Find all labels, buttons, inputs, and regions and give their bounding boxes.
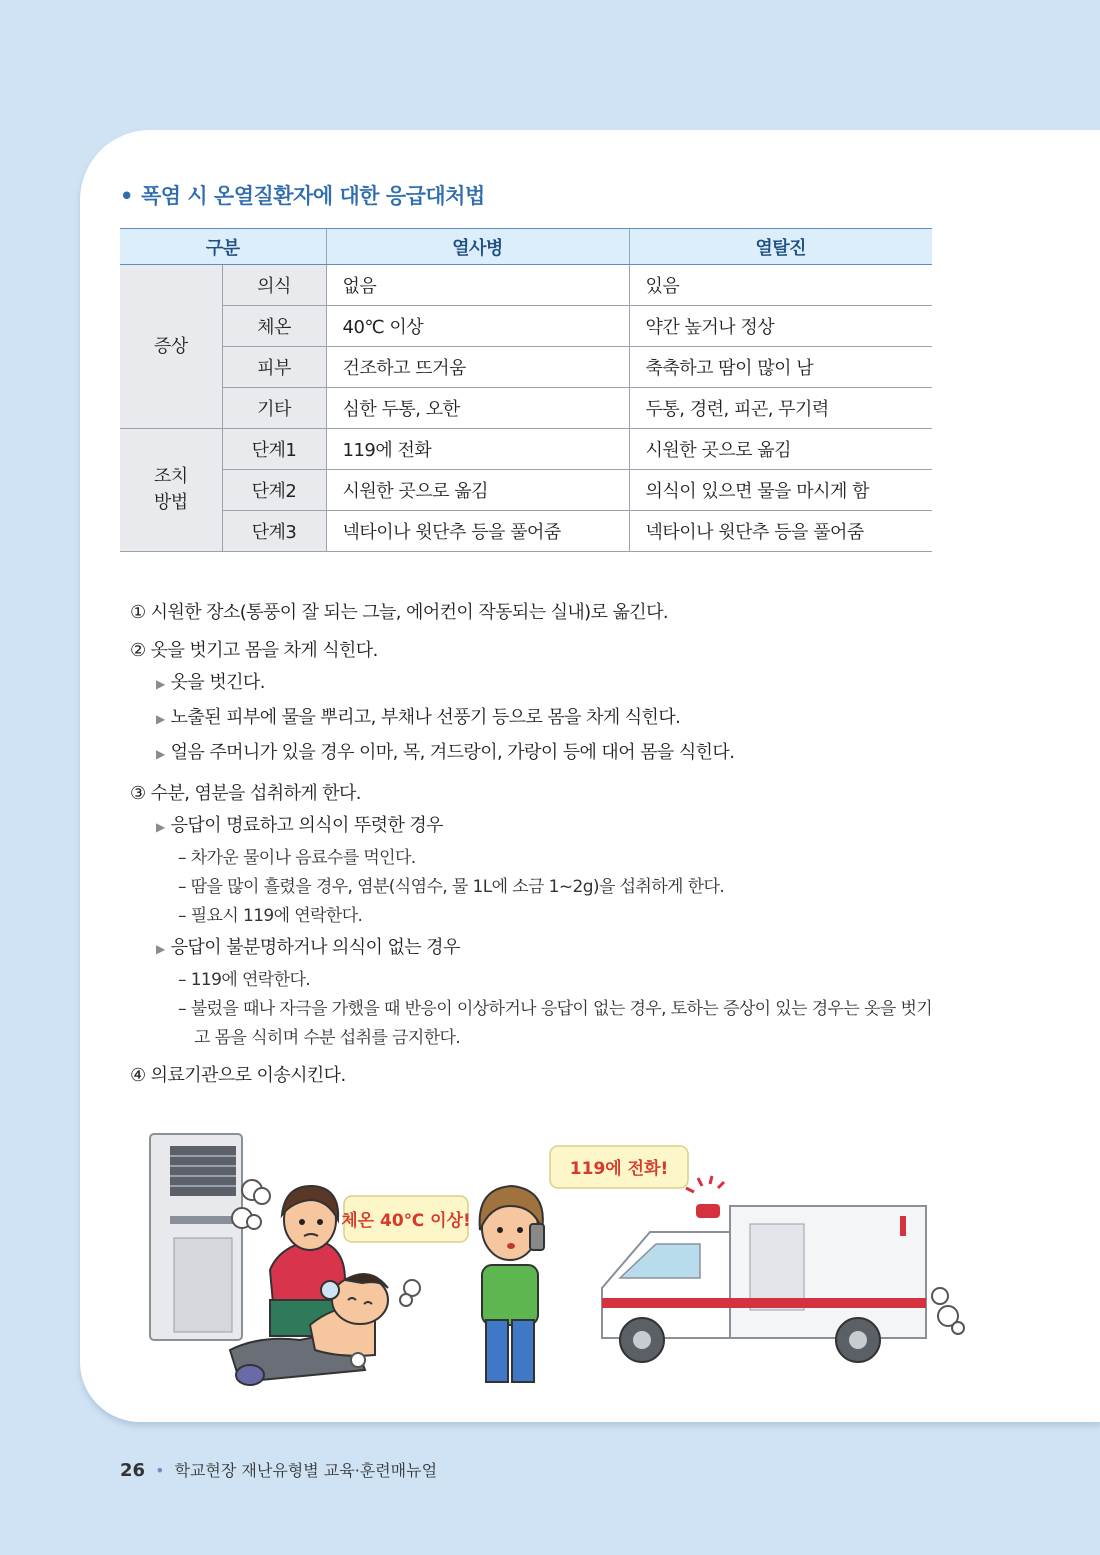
sub-label: 체온 xyxy=(222,306,326,347)
list-item: ▶ 얼음 주머니가 있을 경우 이마, 목, 겨드랑이, 가랑이 등에 대어 몸을 식힌다. xyxy=(156,742,735,763)
cell-heatstroke: 없음 xyxy=(326,265,629,306)
first-aid-table xyxy=(120,228,932,552)
list-item: ▶ 응답이 불분명하거나 의식이 없는 경우 xyxy=(156,937,460,958)
cell-heatstroke: 시원한 곳으로 옮김 xyxy=(326,470,629,511)
list-item: ▶ 응답이 명료하고 의식이 뚜렷한 경우 xyxy=(156,815,443,836)
list-item: ▶ 노출된 피부에 물을 뿌리고, 부채나 선풍기 등으로 몸을 차게 식힌다. xyxy=(156,707,681,728)
table-row xyxy=(120,347,932,388)
cell-heatstroke: 40℃ 이상 xyxy=(326,306,629,347)
cell-exhaustion: 있음 xyxy=(629,265,932,306)
step-4: ④ 의료기관으로 이송시킨다. xyxy=(130,1065,346,1086)
table-row xyxy=(120,265,932,306)
table-row xyxy=(120,429,932,470)
cell-exhaustion: 두통, 경련, 피곤, 무기력 xyxy=(629,388,932,429)
dash-item: – 불렀을 때나 자극을 가했을 때 반응이 이상하거나 응답이 없는 경우, 토하는 증상이 있는 경우는 옷을 벗기고 몸을 식히며 수분 섭취를 금지한다. xyxy=(178,999,933,1048)
table-row xyxy=(120,388,932,429)
cell-heatstroke: 119에 전화 xyxy=(326,429,629,470)
category-symptoms: 증상 xyxy=(120,265,222,429)
page-number: 26 xyxy=(120,1460,146,1481)
cell-exhaustion: 넥타이나 윗단추 등을 풀어줌 xyxy=(629,511,932,552)
arrow-icon: ▶ xyxy=(156,747,165,761)
sub-label: 단계2 xyxy=(222,470,326,511)
step-2: ② 옷을 벗기고 몸을 차게 식힌다. xyxy=(130,640,378,661)
dash-item: – 119에 연락한다. xyxy=(178,970,311,990)
title-bullet: • xyxy=(120,184,133,208)
sub-label: 피부 xyxy=(222,347,326,388)
dash-item: – 필요시 119에 연락한다. xyxy=(178,906,363,926)
footer-dot: • xyxy=(155,1461,165,1480)
dash-item: – 차가운 물이나 음료수를 먹인다. xyxy=(178,848,416,868)
category-actions xyxy=(120,429,222,552)
air-conditioner-icon xyxy=(150,1134,270,1340)
sub-label: 의식 xyxy=(222,265,326,306)
arrow-icon: ▶ xyxy=(156,820,165,834)
dash-item: – 땀을 많이 흘렸을 경우, 염분(식염수, 물 1L에 소금 1~2g)을 섭취하게 한다. xyxy=(178,877,725,897)
footer-title: 학교현장 재난유형별 교육·훈련매뉴얼 xyxy=(174,1461,438,1480)
sub-label: 기타 xyxy=(222,388,326,429)
patient-figure xyxy=(230,1274,420,1385)
page-footer xyxy=(120,1458,437,1481)
speech-bubble-call xyxy=(550,1146,688,1188)
step-3: ③ 수분, 염분을 섭취하게 한다. xyxy=(130,783,361,804)
category-actions-line2: 방법 xyxy=(153,492,188,513)
table-header-row xyxy=(120,229,932,265)
bubble-temperature-text: 체온 40℃ 이상! xyxy=(341,1211,471,1231)
cell-exhaustion: 의식이 있으면 물을 마시게 함 xyxy=(629,470,932,511)
ambulance-icon xyxy=(602,1176,964,1362)
header-heat-exhaustion: 열탈진 xyxy=(629,229,932,265)
title-text: 폭염 시 온열질환자에 대한 응급대처법 xyxy=(140,184,485,208)
bubble-call-text: 119에 전화! xyxy=(569,1159,669,1179)
table-row xyxy=(120,470,932,511)
list-item: ▶ 옷을 벗긴다. xyxy=(156,672,265,693)
cell-exhaustion: 축축하고 땀이 많이 남 xyxy=(629,347,932,388)
table-row xyxy=(120,511,932,552)
first-aid-steps xyxy=(130,598,940,1091)
cell-exhaustion: 시원한 곳으로 옮김 xyxy=(629,429,932,470)
cell-heatstroke: 건조하고 뜨거움 xyxy=(326,347,629,388)
arrow-icon: ▶ xyxy=(156,677,165,691)
section-title xyxy=(120,180,485,210)
header-category: 구분 xyxy=(120,229,326,265)
speech-bubble-temperature xyxy=(341,1196,471,1242)
header-heatstroke: 열사병 xyxy=(326,229,629,265)
arrow-icon: ▶ xyxy=(156,942,165,956)
cell-exhaustion: 약간 높거나 정상 xyxy=(629,306,932,347)
sub-label: 단계1 xyxy=(222,429,326,470)
category-actions-line1: 조치 xyxy=(153,466,188,487)
arrow-icon: ▶ xyxy=(156,712,165,726)
cell-heatstroke: 심한 두통, 오한 xyxy=(326,388,629,429)
cell-heatstroke: 넥타이나 윗단추 등을 풀어줌 xyxy=(326,511,629,552)
caller-figure xyxy=(480,1186,544,1382)
sub-label: 단계3 xyxy=(222,511,326,552)
heatstroke-illustration xyxy=(130,1120,990,1410)
step-1: ① 시원한 장소(통풍이 잘 되는 그늘, 에어컨이 작동되는 실내)로 옮긴다. xyxy=(130,602,668,623)
table-row xyxy=(120,306,932,347)
